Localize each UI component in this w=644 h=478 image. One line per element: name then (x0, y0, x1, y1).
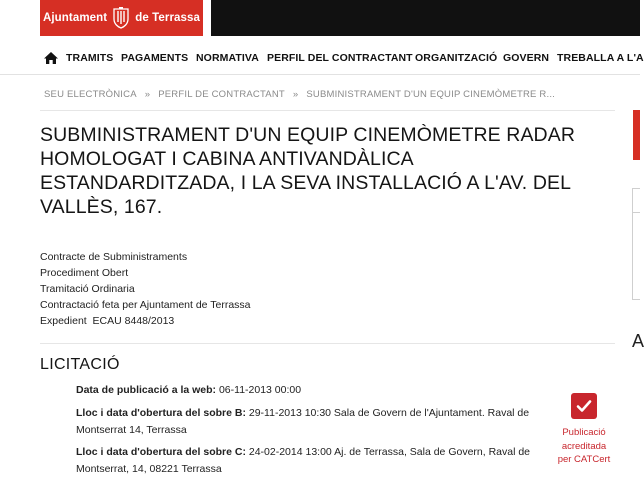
sobre-b-value: 29-11-2013 10:30 Sala de Govern de l'Ajuntament. Raval de Montserrat 14, Terrassa (76, 407, 530, 436)
licitacio-row (76, 382, 531, 399)
check-icon (571, 393, 597, 419)
catcert-line1: Publicació (562, 427, 606, 438)
sidebar-heading-partial: A (632, 331, 644, 351)
home-icon[interactable] (43, 50, 59, 66)
site-logo[interactable] (40, 0, 203, 36)
contracting-entity: Contractació feta per Ajuntament de Terrassa (40, 299, 251, 311)
section-divider (40, 343, 615, 344)
licitacio-heading: LICITACIÓ (40, 356, 120, 373)
licitacio-row (76, 405, 531, 438)
breadcrumb-item-seu[interactable]: SEU ELECTRÒNICA (44, 89, 137, 100)
sobre-b-label: Lloc i data d'obertura del sobre B: (76, 407, 246, 419)
breadcrumb-separator: » (292, 89, 299, 100)
sidebar-red-block[interactable] (633, 110, 640, 160)
logo-text-right: de Terrassa (135, 12, 201, 24)
publication-date-value: 06-11-2013 00:00 (216, 384, 302, 396)
breadcrumb-item-current: SUBMINISTRAMENT D'UN EQUIP CINEMÒMETRE R... (306, 89, 556, 100)
licitacio-row (76, 444, 531, 477)
processing-type: Tramitació Ordinaria (40, 283, 135, 295)
catcert-text (552, 426, 616, 467)
nav-tramits[interactable]: TRAMITS (66, 52, 114, 64)
file-number (40, 313, 251, 329)
nav-organitzacio[interactable]: ORGANITZACIÓ (415, 52, 498, 64)
catcert-line3: per CATCert (557, 454, 611, 465)
nav-normativa[interactable]: NORMATIVA (196, 52, 259, 64)
contract-metadata (40, 249, 251, 329)
nav-treballa[interactable]: TREBALLA A L'A (557, 52, 644, 64)
catcert-badge[interactable] (552, 393, 616, 467)
crest-icon (113, 7, 129, 29)
header-dark-strip (211, 0, 640, 36)
nav-govern[interactable]: GOVERN (503, 52, 550, 64)
sidebar-box-divider (632, 212, 640, 213)
nav-pagaments[interactable]: PAGAMENTS (121, 52, 189, 64)
contract-type: Contracte de Subministraments (40, 251, 188, 263)
breadcrumb-item-perfil[interactable]: PERFIL DE CONTRACTANT (158, 89, 285, 100)
breadcrumb (44, 89, 555, 100)
nav-perfil-contractant[interactable]: PERFIL DEL CONTRACTANT (267, 52, 413, 64)
sidebar-box (632, 188, 640, 300)
file-label: Expedient (40, 315, 87, 327)
procedure-type: Procediment Obert (40, 267, 129, 279)
sobre-c-value: 24-02-2014 13:00 Aj. de Terrassa, Sala de Govern, Raval de Montserrat, 14, 08221 Terrassa (76, 446, 531, 475)
breadcrumb-separator: » (144, 89, 151, 100)
file-value: ECAU 8448/2013 (92, 315, 175, 327)
publication-date-label: Data de publicació a la web: (76, 384, 217, 396)
catcert-line2: acreditada (561, 440, 607, 452)
breadcrumb-divider (40, 110, 615, 111)
sobre-c-label: Lloc i data d'obertura del sobre C: (76, 446, 246, 458)
logo-text-left: Ajuntament (42, 12, 108, 24)
page-title: SUBMINISTRAMENT D'UN EQUIP CINEMÒMETRE RADAR HOMOLOGAT I CABINA ANTIVANDÀLICA ESTANDARDITZADA, I LA SEVA INSTALLACIÓ A L'AV. DEL VALLÈS, 167. (40, 124, 576, 218)
top-bar (0, 0, 640, 44)
